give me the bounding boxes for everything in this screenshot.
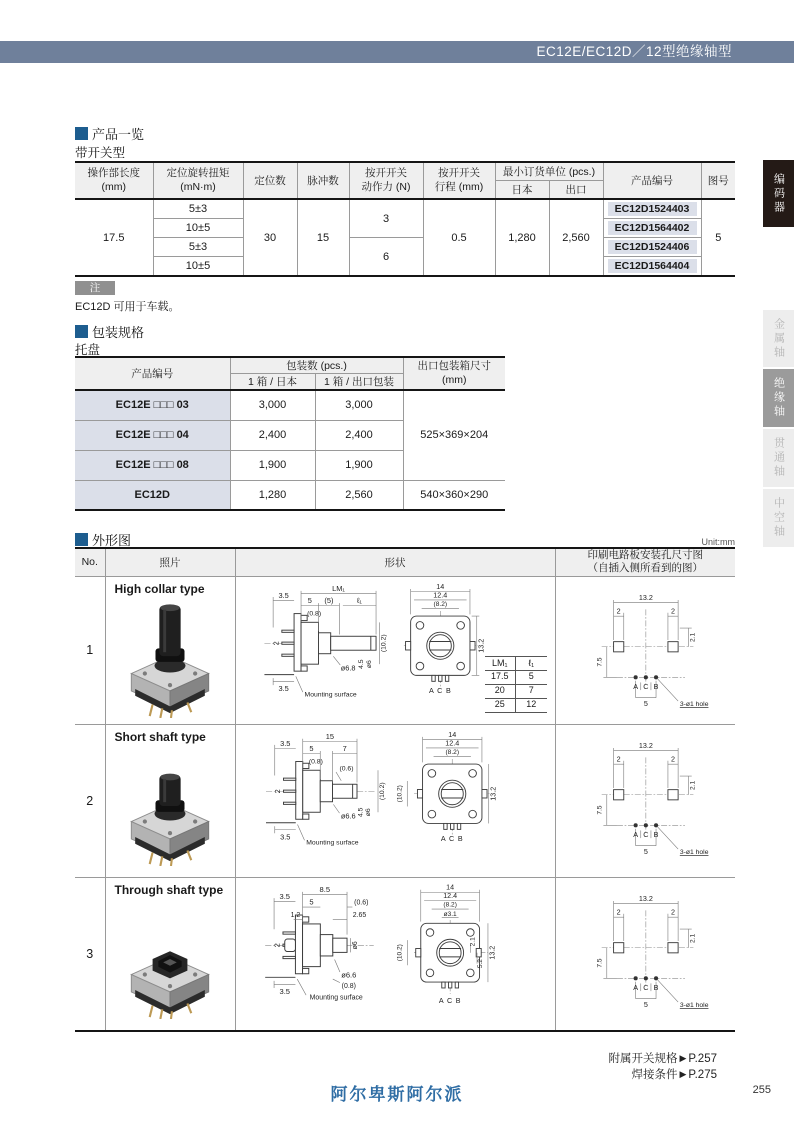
- footer-link-switch-spec[interactable]: [609, 1050, 718, 1066]
- sidebar-tab-label: 中空轴: [772, 497, 785, 539]
- col-header-no: No.: [75, 548, 105, 576]
- dim-label: 2: [671, 606, 676, 616]
- dim-label: (10.2): [395, 784, 403, 802]
- unit-label: Unit:mm: [701, 537, 735, 547]
- dim-label: 5: [644, 999, 649, 1009]
- qty-japan: 2,400: [230, 420, 315, 450]
- dim-label: ø6: [365, 659, 373, 668]
- dim-label: ø3.1: [443, 910, 457, 918]
- packaging-table: [75, 356, 505, 511]
- col-header-export: 出口: [549, 181, 603, 200]
- dim-label: (8.2): [433, 600, 447, 608]
- dim-label: 3.5: [279, 986, 290, 996]
- dim-label: 2.1: [469, 936, 477, 946]
- torque-value: 10±5: [153, 257, 243, 277]
- dim-label: ø6: [364, 807, 372, 816]
- dim-label: 12.4: [442, 891, 457, 900]
- dim-label: 5: [308, 743, 314, 753]
- part-outline: [417, 764, 487, 829]
- pcb-hole-drawing: [560, 890, 730, 1014]
- dim-label: 14: [447, 729, 456, 739]
- sidebar-tab-label: 绝缘轴: [772, 377, 785, 419]
- dim-label: 7.5: [596, 804, 604, 815]
- part-number-cell: EC12D: [75, 480, 230, 510]
- pin-label: A: [633, 829, 639, 839]
- dim-label: (10.2): [395, 943, 403, 961]
- pulse-value: 15: [297, 199, 349, 276]
- sidebar-tab-insulated-shaft[interactable]: [763, 369, 794, 427]
- dim-label: 2: [616, 606, 621, 616]
- dim-label: 4.5: [357, 658, 365, 669]
- footer-link-page: P.275: [688, 1069, 717, 1081]
- pin-label: C: [643, 829, 649, 839]
- dim-label: (10.2): [378, 781, 386, 800]
- dim-label: 13.2: [488, 786, 498, 801]
- qty-export: 3,000: [315, 390, 403, 420]
- dim-label: 5: [308, 896, 314, 906]
- col-header-length: 操作部长度 (mm): [75, 162, 153, 199]
- pins-label: A C B: [428, 685, 452, 695]
- sidebar-tab-through-shaft[interactable]: [763, 429, 794, 487]
- col-header-push-force: 按开开关 动作力 (N): [349, 162, 423, 199]
- section-title-packaging: [75, 322, 144, 341]
- dim-label: 2: [270, 640, 280, 645]
- row-number: 2: [75, 724, 105, 877]
- table-row: [75, 238, 735, 257]
- hole-note: 3-ø1 hole: [680, 848, 709, 856]
- pcb-hole-drawing: [560, 589, 730, 713]
- torque-value: 5±3: [153, 199, 243, 219]
- pin-label: A: [633, 982, 639, 992]
- col-header-japan: 日本: [495, 181, 549, 200]
- part-outline: [405, 616, 474, 681]
- dim-label: 2: [271, 942, 281, 947]
- col-header-shape: 形状: [235, 548, 555, 576]
- qty-japan: 3,000: [230, 390, 315, 420]
- dim-label: 12.4: [432, 589, 447, 599]
- col-header-part-number: 产品编号: [603, 162, 701, 199]
- table-row: [75, 877, 735, 1031]
- dim-label: ℓ₁: [356, 595, 362, 605]
- col-header-detent: 定位数: [243, 162, 297, 199]
- section-marker: [75, 533, 88, 546]
- note-text: EC12D 可用于车载。: [75, 301, 180, 313]
- dim-label: 4.5: [356, 807, 364, 817]
- dim-label: ø6.8: [340, 662, 356, 672]
- table-row: [75, 724, 735, 877]
- col-header-pulse: 脉冲数: [297, 162, 349, 199]
- part-number-cell: EC12D1564404: [603, 257, 701, 277]
- travel-value: 0.5: [423, 199, 495, 276]
- sidebar-tab-metal-shaft[interactable]: [763, 310, 794, 367]
- encoder-illustration: [131, 773, 208, 865]
- hole-note: 3-ø1 hole: [680, 1001, 709, 1009]
- dim-label: 1.2: [290, 911, 300, 919]
- pcb-hole-cell: [555, 877, 735, 1031]
- sidebar-tab-label: 贯通轴: [772, 437, 785, 479]
- arrow-right-icon: ▶: [679, 1053, 687, 1063]
- pin-label: C: [643, 681, 649, 691]
- mounting-surface-label: Mounting surface: [304, 690, 357, 698]
- dim-label: 5.2: [476, 958, 484, 968]
- part-number-cell: EC12D1564402: [603, 219, 701, 238]
- outline-table: [75, 547, 735, 1032]
- side-view-drawing: [240, 730, 390, 849]
- pcb-hole-cell: [555, 576, 735, 724]
- dim-label: 3.5: [279, 738, 290, 748]
- col-header-pcb: 印刷电路板安装孔尺寸图 （自插入侧所看到的图）: [555, 548, 735, 576]
- pcb-hole-cell: [555, 724, 735, 877]
- sidebar-tab-hollow-shaft[interactable]: [763, 489, 794, 547]
- qty-japan: 1,900: [230, 450, 315, 480]
- page-number: 255: [752, 1084, 771, 1096]
- dim-label: (8.2): [444, 748, 459, 756]
- fig-value: 5: [701, 199, 735, 276]
- sidebar-tab-label: 金属轴: [772, 317, 785, 360]
- part-number-cell: EC12E □□□ 08: [75, 450, 230, 480]
- subtitle-tray: 托盘: [75, 343, 101, 357]
- side-view-drawing: [240, 582, 390, 701]
- col-header-travel: 按开开关 行程 (mm): [423, 162, 495, 199]
- box-size-ec12e: 525×369×204: [403, 390, 505, 480]
- dim-label: (0.8): [308, 757, 323, 765]
- japan-qty-value: 1,280: [495, 199, 549, 276]
- col-header-package-qty: 包装数 (pcs.): [230, 357, 403, 374]
- dim-label: 13.2: [639, 893, 654, 903]
- side-view-drawing: [240, 883, 390, 1004]
- dim-label: 14: [445, 883, 454, 892]
- dim-label: (0.6): [338, 764, 354, 772]
- page-title: EC12E/EC12D／12型绝缘轴型: [536, 44, 732, 59]
- col-header-export-box: 出口包装箱尺寸 (mm): [403, 357, 505, 390]
- encoder-illustration: [131, 604, 208, 718]
- dim-label: 5: [644, 698, 649, 708]
- dim-label: 5: [307, 595, 312, 605]
- subtitle-with-switch-type: 带开关型: [75, 146, 126, 160]
- dim-label: 2.1: [689, 780, 697, 790]
- footer-link-label: 附属开关规格: [608, 1053, 678, 1065]
- dim-label: 7: [342, 743, 347, 753]
- dim-label: 2.1: [689, 933, 697, 943]
- encoder-photo-through-shaft: [116, 901, 224, 1019]
- length-value: 17.5: [75, 199, 153, 276]
- dim-label: 13.2: [488, 945, 497, 960]
- front-view-drawing: [392, 883, 510, 1014]
- col-header-fig: 图号: [701, 162, 735, 199]
- photo-cell: [105, 724, 235, 877]
- table-row: [75, 390, 505, 420]
- dim-label: 12.4: [444, 737, 459, 747]
- encoder-illustration: [131, 951, 208, 1019]
- dim-label: 2: [616, 907, 621, 917]
- front-view-drawing: [392, 730, 504, 849]
- shape-cell: [235, 576, 555, 724]
- encoder-photo-high-collar: [116, 600, 224, 718]
- export-qty-value: 2,560: [549, 199, 603, 276]
- footer-link-page: P.257: [688, 1053, 717, 1065]
- section-marker: [75, 325, 88, 338]
- pin-label: B: [653, 982, 659, 992]
- col-header-per-box-export: 1 箱 / 出口包装: [315, 374, 403, 391]
- dim-label: 13.2: [639, 740, 654, 750]
- dim-label: (5): [323, 595, 333, 605]
- qty-export: 2,400: [315, 420, 403, 450]
- pin-label: B: [653, 829, 659, 839]
- col-header-moq: 最小订货单位 (pcs.): [495, 162, 603, 181]
- torque-value: 10±5: [153, 219, 243, 238]
- force-value: 6: [349, 238, 423, 277]
- row-number: 1: [75, 576, 105, 724]
- sidebar-tab-encoder[interactable]: [763, 160, 794, 227]
- pin-label: B: [653, 681, 659, 691]
- dim-label: 13.2: [476, 638, 486, 653]
- part-number-cell: EC12E □□□ 03: [75, 390, 230, 420]
- detent-value: 30: [243, 199, 297, 276]
- dim-label: 2.65: [352, 911, 366, 919]
- type-label: Short shaft type: [114, 729, 206, 744]
- section-title-overview: [75, 124, 144, 143]
- dim-label: 14: [435, 581, 444, 591]
- type-label: High collar type: [114, 581, 205, 596]
- dim-label: 5: [644, 846, 649, 856]
- alps-alpine-logo: 阿尔卑斯阿尔派: [330, 1085, 464, 1104]
- col-header-photo: 照片: [105, 548, 235, 576]
- mounting-surface-label: Mounting surface: [305, 839, 359, 847]
- box-size-ec12d: 540×360×290: [403, 480, 505, 510]
- section-title-text: 产品一览: [92, 127, 145, 142]
- type-label: Through shaft type: [114, 882, 224, 897]
- dim-label: (0.6): [353, 898, 368, 906]
- dim-label: 3.5: [279, 891, 290, 901]
- pin-label: A: [633, 681, 639, 691]
- pins-label: A C B: [438, 996, 461, 1005]
- qty-export: 2,560: [315, 480, 403, 510]
- dim-label: 2: [671, 754, 676, 764]
- dim-label: ø6.6: [340, 810, 356, 820]
- photo-cell: [105, 877, 235, 1031]
- qty-japan: 1,280: [230, 480, 315, 510]
- dim-label: 2: [616, 754, 621, 764]
- dim-label: 15: [325, 731, 334, 741]
- section-title-text: 外形图: [92, 533, 132, 548]
- lm-col1-header: LM₁: [485, 656, 516, 670]
- dim-label: 2: [272, 788, 282, 793]
- dim-label: 7.5: [596, 957, 604, 968]
- dim-label: 13.2: [639, 592, 654, 602]
- front-view-drawing: [392, 582, 492, 701]
- dim-label: 8.5: [319, 884, 330, 894]
- sidebar-tab-label: 编码器: [772, 172, 785, 215]
- row-number: 3: [75, 877, 105, 1031]
- mounting-surface-label: Mounting surface: [309, 994, 363, 1002]
- dim-label: (10.2): [380, 633, 388, 652]
- dim-label: 3.5: [277, 683, 289, 693]
- dim-label: 2.1: [689, 632, 697, 642]
- dim-label: 3.5: [277, 590, 289, 600]
- footer-link-label: 焊接条件: [631, 1069, 678, 1081]
- table-row: [75, 576, 735, 724]
- product-overview-table: [75, 161, 735, 277]
- pin-label: C: [643, 982, 649, 992]
- part-number-cell: EC12D1524406: [603, 238, 701, 257]
- page-header-bar: [0, 41, 794, 63]
- lm-col2-header: ℓ₁: [516, 656, 547, 670]
- dim-label: 3.5: [279, 831, 290, 841]
- dim-label: (0.8): [341, 982, 356, 990]
- section-marker: [75, 127, 88, 140]
- col-header-per-box-japan: 1 箱 / 日本: [230, 374, 315, 391]
- pins-label: A C B: [440, 833, 464, 843]
- hole-note: 3-ø1 hole: [680, 700, 709, 708]
- qty-export: 1,900: [315, 450, 403, 480]
- dim-label: 2: [671, 907, 676, 917]
- pcb-hole-drawing: [560, 737, 730, 861]
- section-title-text: 包装规格: [92, 325, 145, 340]
- arrow-right-icon: ▶: [679, 1069, 687, 1079]
- force-value: 3: [349, 199, 423, 238]
- note-badge: 注: [75, 281, 115, 295]
- dim-label: ø6: [351, 940, 359, 949]
- part-number-cell: EC12D1524403: [603, 199, 701, 219]
- encoder-photo-short-shaft: [116, 748, 224, 866]
- photo-cell: [105, 576, 235, 724]
- dim-label: ø6.6: [340, 969, 356, 979]
- torque-value: 5±3: [153, 238, 243, 257]
- table-row: [75, 199, 735, 219]
- dim-label: LM₁: [331, 583, 345, 593]
- col-header-part-number: 产品编号: [75, 357, 230, 390]
- dim-label: (0.8): [306, 609, 321, 617]
- col-header-torque: 定位旋转扭矩 (mN·m): [153, 162, 243, 199]
- lm-dimension-table: LM₁ ℓ₁ 17.5 5 20 7 25 12: [485, 656, 547, 713]
- shape-cell: [235, 724, 555, 877]
- part-outline: [415, 923, 481, 988]
- table-row: [75, 480, 505, 510]
- dim-label: 7.5: [596, 656, 604, 667]
- dim-label: (8.2): [442, 901, 457, 909]
- shape-cell: [235, 877, 555, 1031]
- part-number-cell: EC12E □□□ 04: [75, 420, 230, 450]
